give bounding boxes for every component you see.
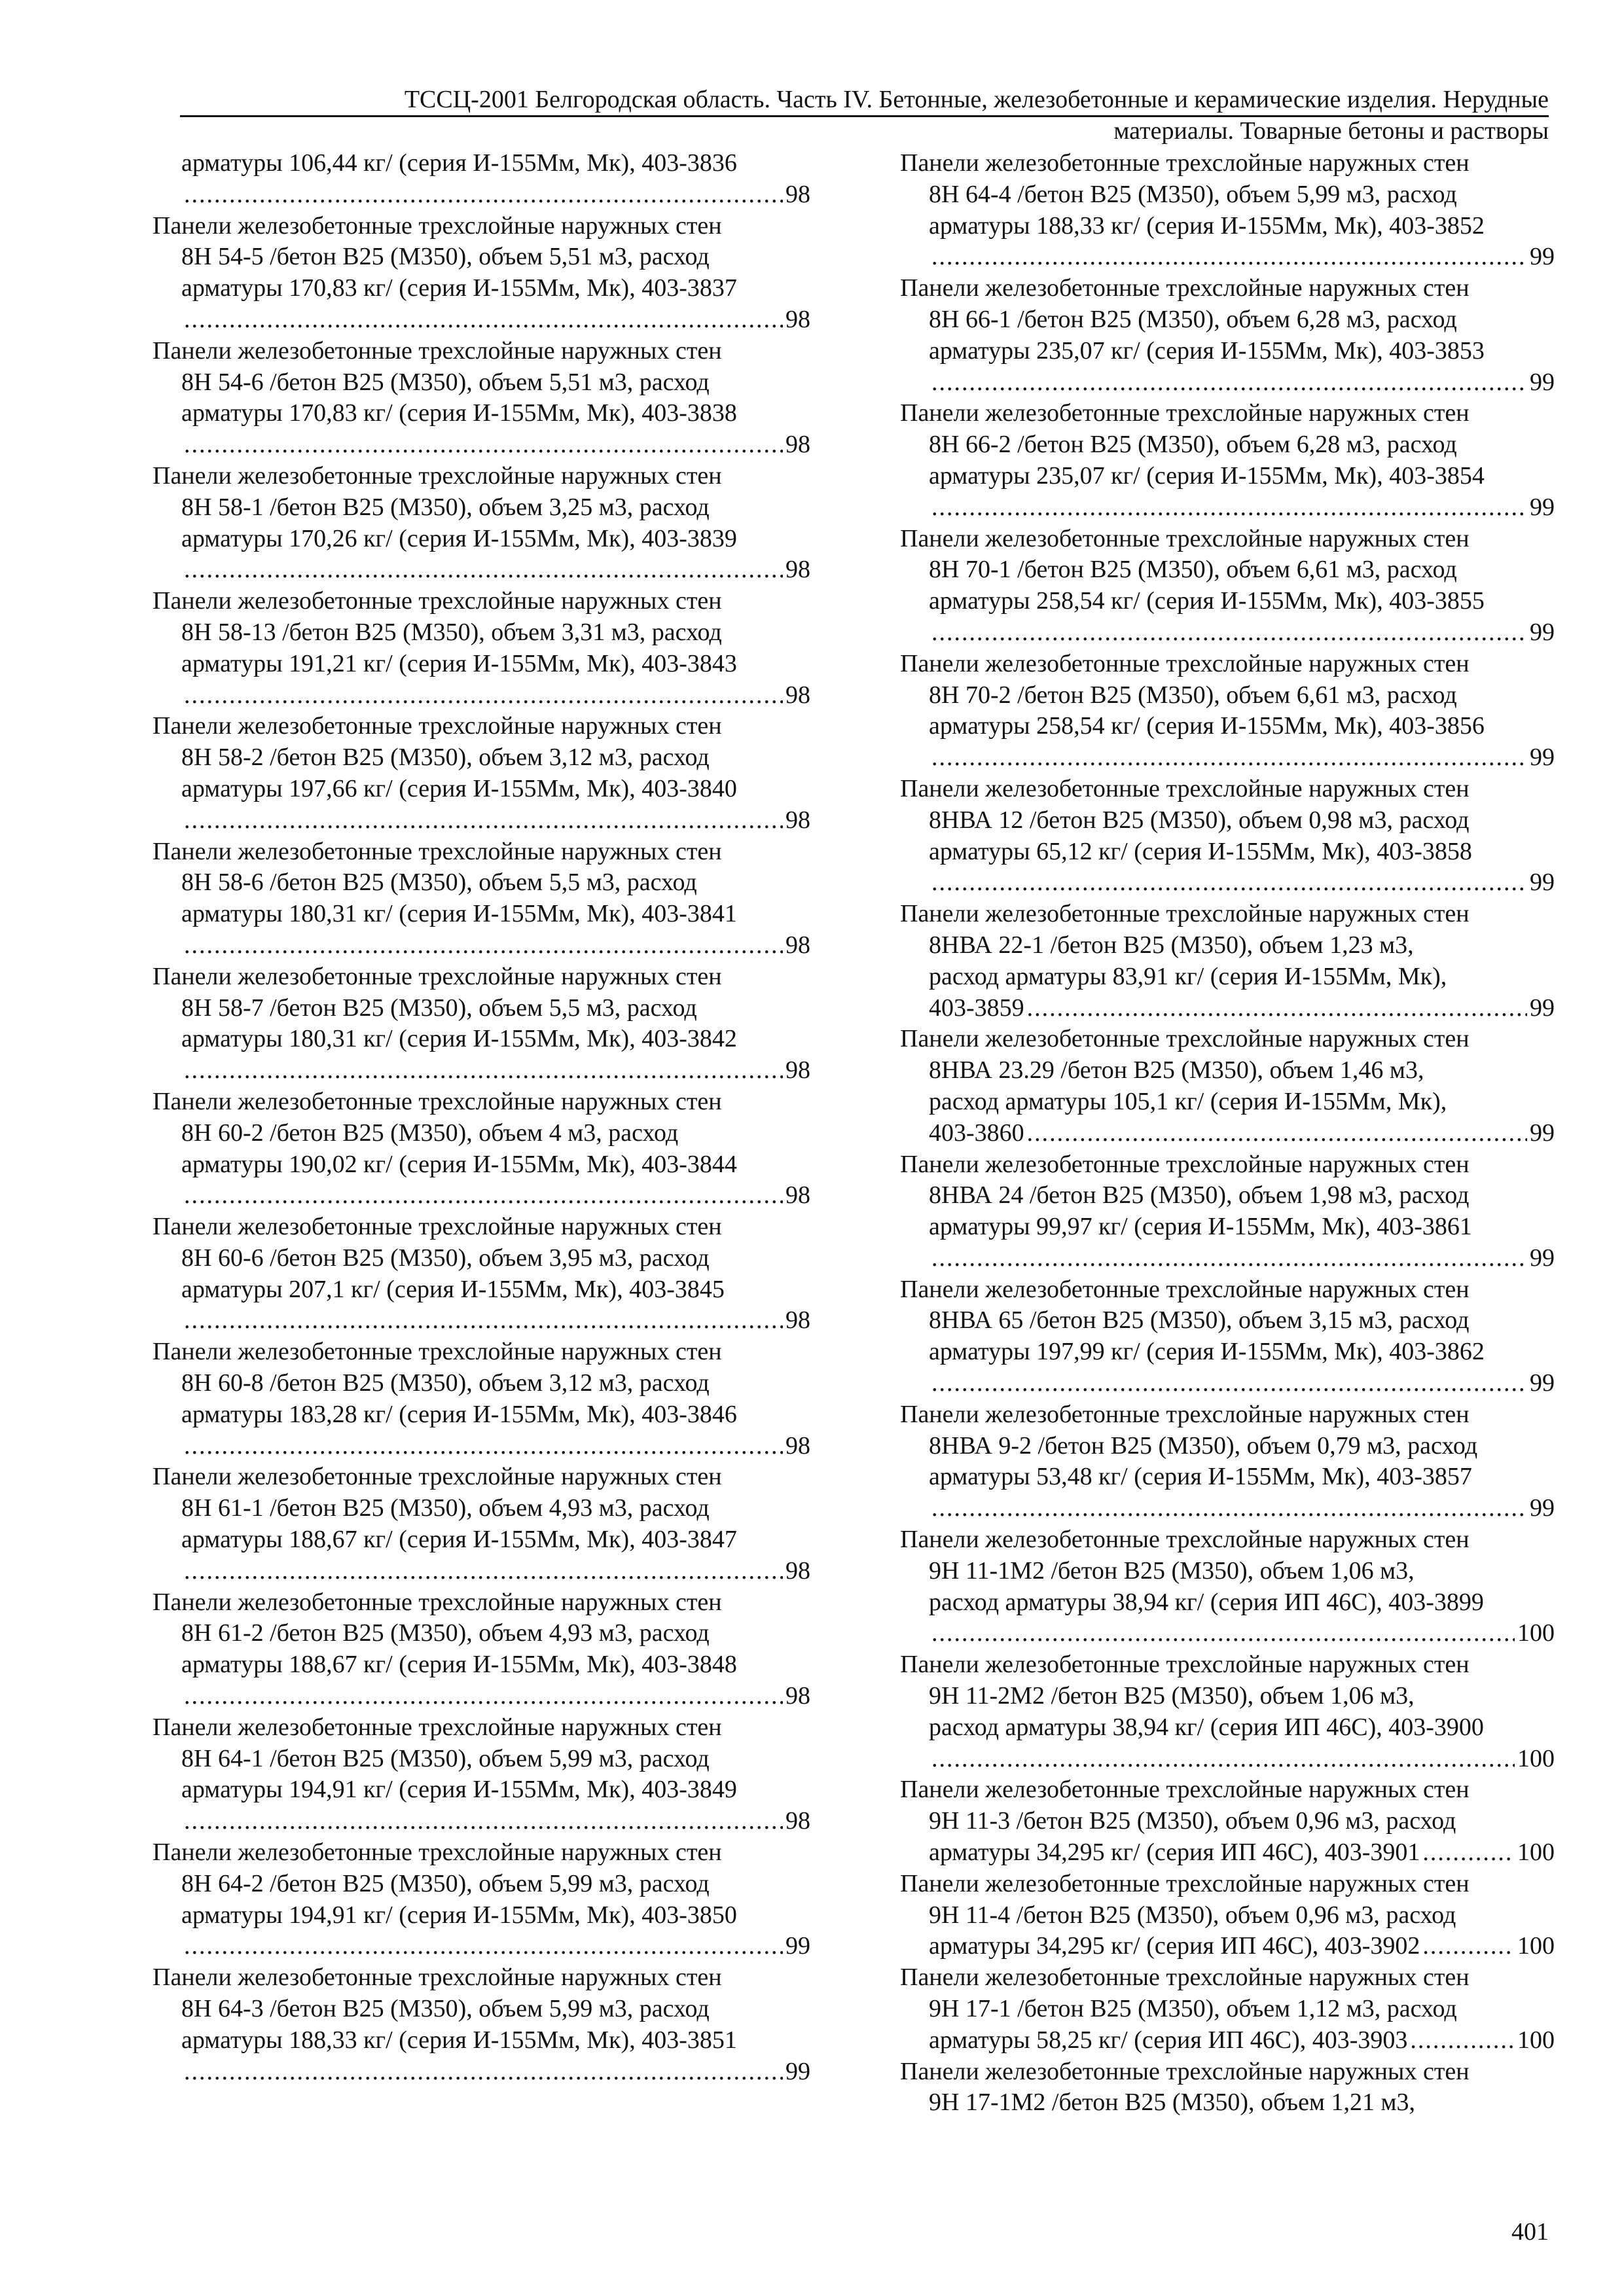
leader-dots <box>931 1493 1527 1524</box>
entry-text-line: арматуры 188,33 кг/ (серия И-155Мм, Мк), 403-3852 <box>929 211 1485 240</box>
entry-text-line: 8НВА 9-2 /бетон В25 (М350), объем 0,79 м3, расход <box>929 1431 1478 1460</box>
leader-dots <box>931 492 1527 524</box>
leader-dots <box>184 1931 783 1962</box>
leader-dots <box>184 1681 783 1712</box>
entry-page-number: 98 <box>785 1556 810 1585</box>
entry-text-line: Панели железобетонные трехслойные наружных стен <box>153 461 722 490</box>
leader-dots <box>184 179 783 211</box>
entry-text-line: Панели железобетонные трехслойные наружных стен <box>153 1839 722 1867</box>
entry-page-number: 99 <box>785 2057 810 2085</box>
index-entry <box>153 1587 810 1712</box>
entry-text-line: Панели железобетонные трехслойные наружных стен <box>900 1400 1470 1428</box>
entry-text-line: 8Н 70-1 /бетон В25 (М350), объем 6,61 м3, расход <box>929 556 1457 584</box>
index-entry <box>900 398 1555 523</box>
index-entry <box>900 1274 1555 1399</box>
leader-dots <box>931 1618 1515 1649</box>
entry-page-number: 98 <box>785 1431 810 1460</box>
entry-text-line: арматуры 188,67 кг/ (серия И-155Мм, Мк), 403-3847 <box>181 1526 737 1554</box>
index-entry <box>153 586 810 711</box>
leader-dots <box>184 304 783 336</box>
leader-dots <box>184 1055 783 1086</box>
leader-dots <box>931 617 1527 649</box>
entry-text-line: Панели железобетонные трехслойные наружных стен <box>900 1025 1470 1053</box>
entry-text-line: 8Н 58-2 /бетон В25 (М350), объем 3,12 м3, расход <box>181 744 710 772</box>
entry-text-line: 8НВА 23.29 /бетон В25 (М350), объем 1,46 м3, <box>929 1056 1424 1085</box>
entry-text-line: Панели железобетонные трехслойные наружных стен <box>153 1087 722 1115</box>
entry-text-line: арматуры 197,99 кг/ (серия И-155Мм, Мк), 403-3862 <box>929 1338 1485 1366</box>
entry-text-line: Панели железобетонные трехслойные наружных стен <box>900 1776 1470 1804</box>
entry-page-ref <box>153 1431 810 1462</box>
entry-text-line: арматуры 180,31 кг/ (серия И-155Мм, Мк), 403-3841 <box>181 900 737 928</box>
entry-text-line: 9Н 17-1 /бетон В25 (М350), объем 1,12 м3, расход <box>929 1995 1457 2023</box>
entry-page-number: 98 <box>785 1056 810 1085</box>
entry-text-line: арматуры 180,31 кг/ (серия И-155Мм, Мк), 403-3842 <box>181 1025 737 1053</box>
entry-text-line: арматуры 194,91 кг/ (серия И-155Мм, Мк), 403-3849 <box>181 1776 737 1804</box>
entry-text-line: арматуры 53,48 кг/ (серия И-155Мм, Мк), 403-3857 <box>929 1463 1472 1491</box>
entry-page-number: 99 <box>1530 994 1555 1022</box>
index-column-left <box>153 148 810 2087</box>
leader-dots <box>931 867 1527 899</box>
entry-text-line: арматуры 235,07 кг/ (серия И-155Мм, Мк), 403-3854 <box>929 461 1485 490</box>
entry-text-line: расход арматуры 105,1 кг/ (серия И-155Мм, Мк), <box>929 1087 1447 1115</box>
entry-text-line: арматуры 188,67 кг/ (серия И-155Мм, Мк), 403-3848 <box>181 1651 737 1679</box>
entry-page-number: 99 <box>785 1932 810 1960</box>
leader-dots <box>184 1180 783 1211</box>
index-entry <box>153 336 810 461</box>
entry-text-line: арматуры 258,54 кг/ (серия И-155Мм, Мк), 403-3856 <box>929 712 1485 740</box>
entry-text-line: Панели железобетонные трехслойные наружных стен <box>900 149 1470 177</box>
entry-lead-text: 403-3860 <box>929 1119 1024 1147</box>
entry-text-line: расход арматуры 38,94 кг/ (серия ИП 46С), 403-3900 <box>929 1713 1484 1741</box>
entry-text-line: 8НВА 12 /бетон В25 (М350), объем 0,98 м3, расход <box>929 806 1470 834</box>
entry-page-ref <box>153 680 810 711</box>
index-entry <box>153 711 810 836</box>
entry-text-line: Панели железобетонные трехслойные наружных стен <box>900 524 1470 552</box>
entry-text-line: Панели железобетонные трехслойные наружных стен <box>900 1964 1470 1992</box>
entry-text-line: арматуры 183,28 кг/ (серия И-155Мм, Мк), 403-3846 <box>181 1400 737 1428</box>
index-entry <box>900 1024 1555 1149</box>
index-entry <box>153 1086 810 1211</box>
entry-text-line: арматуры 197,66 кг/ (серия И-155Мм, Мк), 403-3840 <box>181 774 737 802</box>
entry-page-number: 98 <box>785 1682 810 1710</box>
entry-page-number: 98 <box>785 931 810 959</box>
entry-text-line: арматуры 194,91 кг/ (серия И-155Мм, Мк), 403-3850 <box>181 1901 737 1929</box>
index-column-right <box>900 148 1555 2119</box>
entry-text-line: Панели железобетонные трехслойные наружных стен <box>900 900 1470 928</box>
entry-text-line: Панели железобетонные трехслойные наружных стен <box>900 399 1470 427</box>
index-entry <box>900 1962 1555 2056</box>
entry-page-ref <box>900 1118 1555 1149</box>
index-entry <box>900 649 1555 774</box>
entry-page-number: 99 <box>1530 1494 1555 1522</box>
entry-page-ref <box>153 1180 810 1211</box>
entry-page-number: 99 <box>1530 618 1555 646</box>
index-entry <box>900 899 1555 1024</box>
entry-page-number: 99 <box>1530 1369 1555 1397</box>
entry-page-ref <box>900 1837 1555 1869</box>
entry-lead-text: 403-3859 <box>929 994 1024 1022</box>
entry-page-number: 98 <box>785 556 810 584</box>
entry-text-line: Панели железобетонные трехслойные наружных стен <box>153 1964 722 1992</box>
entry-page-ref <box>153 1931 810 1962</box>
leader-dots <box>184 1806 783 1837</box>
entry-page-number: 98 <box>785 681 810 709</box>
entry-text-line: 8Н 66-1 /бетон В25 (М350), объем 6,28 м3, расход <box>929 305 1457 333</box>
entry-page-ref <box>900 1931 1555 1962</box>
entry-page-ref <box>153 304 810 336</box>
leader-dots <box>1027 1118 1527 1149</box>
entry-text-line: арматуры 170,83 кг/ (серия И-155Мм, Мк), 403-3838 <box>181 399 737 427</box>
entry-text-line: Панели железобетонные трехслойные наружных стен <box>900 1150 1470 1178</box>
entry-page-ref <box>900 1493 1555 1524</box>
index-entry <box>153 461 810 586</box>
entry-text-line: расход арматуры 83,91 кг/ (серия И-155Мм, Мк), <box>929 962 1447 990</box>
entry-page-ref <box>153 429 810 461</box>
index-entry <box>153 1837 810 1962</box>
entry-text-line: арматуры 207,1 кг/ (серия И-155Мм, Мк), 403-3845 <box>181 1275 725 1303</box>
leader-dots <box>184 2056 783 2088</box>
entry-text-line: Панели железобетонные трехслойные наружных стен <box>900 274 1470 302</box>
entry-text-line: 8НВА 65 /бетон В25 (М350), объем 3,15 м3, расход <box>929 1306 1470 1335</box>
index-entry <box>900 1399 1555 1524</box>
entry-page-ref <box>900 617 1555 649</box>
entry-text-line: 8Н 66-2 /бетон В25 (М350), объем 6,28 м3, расход <box>929 431 1457 459</box>
leader-dots <box>931 1744 1515 1775</box>
entry-page-ref <box>153 1305 810 1336</box>
entry-text-line: 8Н 54-5 /бетон В25 (М350), объем 5,51 м3, расход <box>181 243 710 271</box>
leader-dots <box>931 242 1527 273</box>
entry-text-line: Панели железобетонные трехслойные наружных стен <box>153 1463 722 1491</box>
entry-text-line: 9Н 11-4 /бетон В25 (М350), объем 0,96 м3, расход <box>929 1901 1456 1929</box>
index-entry <box>153 1962 810 2087</box>
entry-text-line: 8Н 60-6 /бетон В25 (М350), объем 3,95 м3, расход <box>181 1244 710 1272</box>
entry-text-line: 9Н 11-1М2 /бетон В25 (М350), объем 1,06 м3, <box>929 1556 1415 1585</box>
entry-text-line: арматуры 190,02 кг/ (серия И-155Мм, Мк), 403-3844 <box>181 1150 737 1178</box>
entry-text-line: Панели железобетонные трехслойные наружных стен <box>153 1338 722 1366</box>
entry-page-ref <box>153 805 810 836</box>
entry-text-line: Панели железобетонные трехслойные наружных стен <box>153 336 722 365</box>
index-entry <box>900 1869 1555 1962</box>
entry-page-number: 98 <box>785 180 810 208</box>
entry-text-line: 8Н 61-1 /бетон В25 (М350), объем 4,93 м3, расход <box>181 1494 710 1522</box>
entry-page-ref <box>900 993 1555 1024</box>
entry-page-number: 100 <box>1517 1619 1555 1647</box>
leader-dots <box>184 680 783 711</box>
entry-page-number: 100 <box>1517 2026 1555 2054</box>
entry-text-line: Панели железобетонные трехслойные наружных стен <box>900 1869 1470 1897</box>
entry-text-line: Панели железобетонные трехслойные наружных стен <box>153 962 722 990</box>
entry-page-number: 99 <box>1530 744 1555 772</box>
index-entry <box>900 1524 1555 1649</box>
entry-page-ref <box>153 1681 810 1712</box>
entry-page-number: 99 <box>1530 1119 1555 1147</box>
entry-text-line: Панели железобетонные трехслойные наружных стен <box>900 1526 1470 1554</box>
entry-text-line: 9Н 11-3 /бетон В25 (М350), объем 0,96 м3, расход <box>929 1807 1456 1835</box>
index-entry <box>153 836 810 961</box>
entry-page-ref <box>900 742 1555 774</box>
entry-lead-text: арматуры 58,25 кг/ (серия ИП 46С), 403-3903 <box>929 2026 1408 2054</box>
entry-page-number: 98 <box>785 1181 810 1210</box>
leader-dots <box>184 805 783 836</box>
entry-page-ref <box>900 1618 1555 1649</box>
entry-text-line: 8Н 70-2 /бетон В25 (М350), объем 6,61 м3, расход <box>929 681 1457 709</box>
entry-text-line: арматуры 65,12 кг/ (серия И-155Мм, Мк), 403-3858 <box>929 837 1472 865</box>
entry-page-ref <box>153 179 810 211</box>
entry-text-line: арматуры 170,83 кг/ (серия И-155Мм, Мк), 403-3837 <box>181 274 737 302</box>
running-header <box>180 84 1549 117</box>
entry-text-line: 8НВА 24 /бетон В25 (М350), объем 1,98 м3, расход <box>929 1181 1470 1210</box>
entry-text-line: 9Н 11-2М2 /бетон В25 (М350), объем 1,06 м3, <box>929 1682 1415 1710</box>
entry-text-line: арматуры 99,97 кг/ (серия И-155Мм, Мк), 403-3861 <box>929 1213 1472 1241</box>
entry-text-line: 8Н 58-7 /бетон В25 (М350), объем 5,5 м3, расход <box>181 994 697 1022</box>
index-entry <box>900 524 1555 649</box>
entry-text-line: Панели железобетонные трехслойные наружных стен <box>153 1213 722 1241</box>
leader-dots <box>1027 993 1527 1024</box>
leader-dots <box>931 1243 1527 1274</box>
entry-text-line: 8Н 60-2 /бетон В25 (М350), объем 4 м3, расход <box>181 1119 679 1147</box>
leader-dots <box>1410 2025 1515 2056</box>
leader-dots <box>931 742 1527 774</box>
index-entry <box>900 1774 1555 1868</box>
entry-text-line: расход арматуры 38,94 кг/ (серия ИП 46С), 403-3899 <box>929 1588 1484 1616</box>
entry-page-number: 99 <box>1530 493 1555 521</box>
entry-page-number: 99 <box>1530 368 1555 396</box>
entry-page-ref <box>900 242 1555 273</box>
leader-dots <box>1422 1837 1515 1869</box>
entry-page-ref <box>900 2025 1555 2056</box>
index-entry <box>153 961 810 1086</box>
entry-text-line: 8НВА 22-1 /бетон В25 (М350), объем 1,23 м3, <box>929 931 1414 959</box>
entry-text-line: 8Н 54-6 /бетон В25 (М350), объем 5,51 м3, расход <box>181 368 710 396</box>
entry-text-line: 8Н 58-1 /бетон В25 (М350), объем 3,25 м3, расход <box>181 493 710 521</box>
leader-dots <box>184 930 783 961</box>
index-entry <box>900 273 1555 398</box>
entry-page-ref <box>153 930 810 961</box>
leader-dots <box>184 1431 783 1462</box>
header-title-line1: ТССЦ-2001 Белгородская область. Часть IV. Бетонные, железобетонные и керамические изделия. Нерудные <box>404 86 1549 113</box>
entry-text-line: Панели железобетонные трехслойные наружных стен <box>153 1588 722 1616</box>
entry-text-line: 8Н 64-4 /бетон В25 (М350), объем 5,99 м3, расход <box>929 180 1457 208</box>
entry-page-ref <box>153 1806 810 1837</box>
entry-text-line: Панели железобетонные трехслойные наружных стен <box>153 712 722 740</box>
index-entry <box>900 148 1555 273</box>
entry-page-number: 100 <box>1517 1839 1555 1867</box>
leader-dots <box>184 1305 783 1336</box>
header-title-line2: материалы. Товарные бетоны и растворы <box>1113 117 1549 145</box>
leader-dots <box>184 1556 783 1587</box>
entry-page-number: 99 <box>1530 1244 1555 1272</box>
entry-page-number: 98 <box>785 806 810 834</box>
entry-page-ref <box>900 1744 1555 1775</box>
entry-text-line: арматуры 235,07 кг/ (серия И-155Мм, Мк), 403-3853 <box>929 336 1485 365</box>
entry-text-line: 8Н 58-6 /бетон В25 (М350), объем 5,5 м3, расход <box>181 869 697 897</box>
entry-text-line: 8Н 64-1 /бетон В25 (М350), объем 5,99 м3, расход <box>181 1744 710 1772</box>
entry-text-line: 9Н 17-1М2 /бетон В25 (М350), объем 1,21 м3, <box>929 2089 1416 2117</box>
entry-page-number: 98 <box>785 1306 810 1335</box>
entry-text-line: Панели железобетонные трехслойные наружных стен <box>153 211 722 240</box>
index-entry <box>900 1149 1555 1274</box>
leader-dots <box>931 367 1527 399</box>
entry-text-line: 8Н 61-2 /бетон В25 (М350), объем 4,93 м3, расход <box>181 1619 710 1647</box>
entry-text-line: 8Н 64-3 /бетон В25 (М350), объем 5,99 м3, расход <box>181 1995 710 2023</box>
entry-page-ref <box>153 1556 810 1587</box>
entry-text-line: Панели железобетонные трехслойные наружных стен <box>900 1275 1470 1303</box>
entry-page-ref <box>153 1055 810 1086</box>
entry-page-ref <box>900 1368 1555 1399</box>
entry-text-line: арматуры 191,21 кг/ (серия И-155Мм, Мк), 403-3843 <box>181 649 737 677</box>
entry-lead-text: арматуры 34,295 кг/ (серия ИП 46С), 403-3902 <box>929 1932 1420 1960</box>
entry-text-line: 8Н 60-8 /бетон В25 (М350), объем 3,12 м3, расход <box>181 1369 710 1397</box>
leader-dots <box>184 429 783 461</box>
index-entry <box>153 1211 810 1336</box>
entry-page-ref <box>900 867 1555 899</box>
entry-page-ref <box>153 554 810 586</box>
index-entry <box>900 774 1555 899</box>
entry-text-line: Панели железобетонные трехслойные наружных стен <box>900 1651 1470 1679</box>
entry-text-line: Панели железобетонные трехслойные наружных стен <box>900 774 1470 802</box>
entry-text-line: Панели железобетонные трехслойные наружных стен <box>153 837 722 865</box>
entry-page-ref <box>900 367 1555 399</box>
entry-text-line: 8Н 64-2 /бетон В25 (М350), объем 5,99 м3, расход <box>181 1869 710 1897</box>
entry-text-line: 8Н 58-13 /бетон В25 (М350), объем 3,31 м3, расход <box>181 618 722 646</box>
entry-text-line: арматуры 188,33 кг/ (серия И-155Мм, Мк), 403-3851 <box>181 2026 737 2054</box>
entry-text-line: Панели железобетонные трехслойные наружных стен <box>900 2057 1470 2085</box>
entry-page-ref <box>153 2056 810 2088</box>
index-entry <box>153 1462 810 1587</box>
leader-dots <box>931 1368 1527 1399</box>
entry-text-line: арматуры 258,54 кг/ (серия И-155Мм, Мк), 403-3855 <box>929 587 1485 615</box>
index-entry <box>153 148 810 211</box>
entry-page-number: 99 <box>1530 869 1555 897</box>
leader-dots <box>1422 1931 1515 1962</box>
entry-page-number: 98 <box>785 305 810 333</box>
index-entry <box>900 1649 1555 1774</box>
entry-page-number: 98 <box>785 431 810 459</box>
entry-text-line: Панели железобетонные трехслойные наружных стен <box>900 649 1470 677</box>
entry-page-number: 100 <box>1517 1932 1555 1960</box>
entry-page-ref <box>900 1243 1555 1274</box>
index-entry <box>153 1712 810 1837</box>
entry-text-line: арматуры 106,44 кг/ (серия И-155Мм, Мк), 403-3836 <box>181 149 737 177</box>
entry-page-number: 98 <box>785 1807 810 1835</box>
index-entry <box>153 1336 810 1462</box>
entry-page-ref <box>900 492 1555 524</box>
index-entry <box>153 211 810 336</box>
index-entry <box>900 2056 1555 2119</box>
entry-text-line: арматуры 170,26 кг/ (серия И-155Мм, Мк), 403-3839 <box>181 524 737 552</box>
entry-lead-text: арматуры 34,295 кг/ (серия ИП 46С), 403-3901 <box>929 1839 1420 1867</box>
entry-page-number: 100 <box>1517 1744 1555 1772</box>
entry-text-line: Панели железобетонные трехслойные наружных стен <box>153 587 722 615</box>
leader-dots <box>184 554 783 586</box>
page-number: 401 <box>1511 2218 1549 2246</box>
entry-text-line: Панели железобетонные трехслойные наружных стен <box>153 1713 722 1741</box>
entry-page-number: 99 <box>1530 243 1555 271</box>
